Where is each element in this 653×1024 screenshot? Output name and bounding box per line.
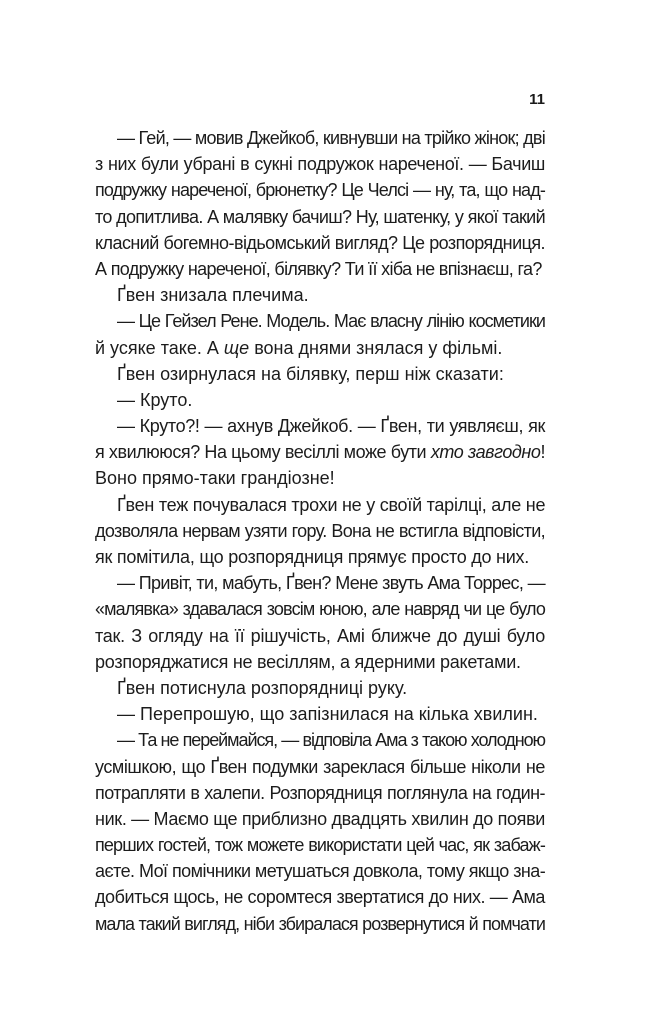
text-line (95, 596, 545, 622)
italic-text: хто завгодно (430, 442, 541, 463)
text-segment: Ґвен знизала плечима. (117, 285, 309, 306)
text-segment: ник. — Маємо ще приблизно двадцять хвилин до появи (95, 808, 545, 829)
text-segment: мала такий вигляд, ніби збиралася розвернутися й помчати (95, 913, 545, 934)
text-line (95, 675, 545, 701)
text-line (95, 413, 545, 439)
text-segment: — Гей, — мовив Джейкоб, кивнувши на трійко жінок; дві (117, 128, 545, 148)
text-segment: Ґвен озирнулася на білявку, перш ніж сказати: (117, 363, 504, 384)
text-line (95, 177, 545, 203)
text-segment: Воно прямо-таки грандіозне! (95, 468, 335, 489)
text-line (95, 649, 545, 675)
text-segment: — Та не переймайся, — відповіла Ама з такою холодною (117, 730, 545, 751)
text-line (95, 387, 545, 413)
italic-text: ще (223, 337, 250, 358)
text-line (95, 256, 545, 282)
text-segment: усмішкою, що Ґвен подумки зареклася більше ніколи не (95, 756, 545, 777)
text-segment: Ґвен теж почувалася трохи не у своїй тарілці, але не (117, 494, 546, 515)
text-line (95, 518, 545, 544)
text-line (95, 727, 545, 753)
text-segment: — Круто?! — ахнув Джейкоб. — Ґвен, ти уявляєш, як (117, 416, 545, 437)
text-line (95, 335, 545, 361)
text-line (95, 204, 545, 230)
text-segment: я хвилююся? На цьому весіллі може бути (95, 442, 431, 463)
text-segment: перших гостей, тож можете використати цей час, як забаж- (95, 835, 545, 856)
body-text (95, 125, 545, 937)
text-segment: А подружку нареченої, білявку? Ти її хіба не впізнаєш, га? (95, 258, 542, 279)
text-segment: — Привіт, ти, мабуть, Ґвен? Мене звуть Ама Торрес, — (117, 573, 545, 594)
text-line (95, 439, 545, 465)
text-line (95, 780, 545, 806)
text-line (95, 701, 545, 727)
text-segment: аєте. Мої помічники метушаться довкола, тому якщо зна- (95, 861, 546, 882)
text-line (95, 754, 545, 780)
text-segment: — Перепрошую, що запізнилася на кілька хвилин. (117, 704, 538, 725)
text-segment: подружку нареченої, брюнетку? Це Челсі — ну, та, що над- (95, 180, 545, 201)
text-segment: з них були убрані в сукні подружок нареченої. — Бачиш (95, 154, 545, 175)
text-segment: як помітила, що розпорядниця прямує просто до них. (95, 547, 530, 567)
text-line (95, 308, 545, 334)
text-segment: добиться щось, не соромтеся звертатися до них. — Ама (95, 887, 545, 908)
text-line (95, 230, 545, 256)
text-segment: розпоряджатися не весіллям, а ядерними ракетами. (95, 651, 521, 672)
text-segment: й усяке таке. А (95, 337, 224, 358)
text-line (95, 282, 545, 308)
text-line (95, 361, 545, 387)
text-segment: то допитлива. А малявку бачиш? Ну, шатенку, у якої такий (95, 206, 545, 227)
text-line (95, 465, 545, 491)
text-line (95, 151, 545, 177)
text-segment: вона днями знялася у фільмі. (249, 337, 503, 358)
text-line (95, 858, 545, 884)
text-line (95, 125, 545, 151)
text-segment: Ґвен потиснула розпорядниці руку. (117, 677, 408, 698)
text-segment: — Це Гейзел Рене. Модель. Має власну лінію косметики (117, 311, 545, 332)
text-line (95, 623, 545, 649)
text-line (95, 806, 545, 832)
text-line (95, 832, 545, 858)
text-segment: ! (540, 442, 545, 463)
text-segment: потрапляти в халепи. Розпорядниця поглянула на годин- (95, 782, 545, 803)
text-segment: класний богемно-відьомський вигляд? Це розпорядниця. (95, 232, 545, 253)
text-line (95, 911, 545, 937)
text-segment: «малявка» здавалася зовсім юною, але навряд чи це було (95, 599, 545, 620)
text-line (95, 492, 545, 518)
text-line (95, 884, 545, 910)
text-line (95, 544, 545, 570)
text-segment: — Круто. (117, 389, 193, 410)
page-number: 11 (529, 91, 545, 108)
text-segment: так. З огляду на її рішучість, Амі ближче до душі було (95, 625, 545, 646)
text-line (95, 570, 545, 596)
text-segment: дозволяла нервам узяти гору. Вона не встигла відповісти, (95, 520, 545, 541)
